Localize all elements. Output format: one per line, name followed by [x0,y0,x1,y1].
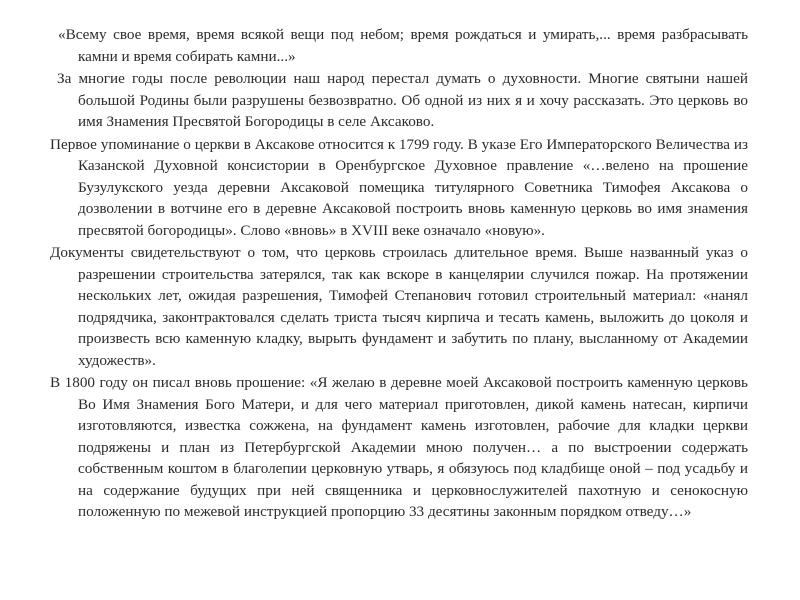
documents-paragraph: Документы свидетельствуют о том, что церковь строилась длительное время. Выше названный указ о разрешении строительства затерялся, так как вскоре в канцелярии случился пожар. На протяжении нескольких лет, ожидая разрешения, Тимофей Степанович готовил строительный материал: «нанял подрядчика, законтрактовался сделать триста тысяч кирпича и тесать камень, выложить до цоколя и произвесть всю каменную кладку, вырыть фундамент и забутить по плану, высланному от Академии художеств». [50,244,748,369]
first-mention-paragraph: Первое упоминание о церкви в Аксакове относится к 1799 году. В указе Его Императорского Величества из Казанской Духовной консистории в Оренбургское Духовное правление «…велено на прошение Бузулукского уезда деревни Аксаковой помещика титулярного Советника Тимофея Аксакова о дозволении в вотчине его в деревне Аксаковой построить вновь каменную церковь во имя знамения пресвятой богородицы». Слово «вновь» в XVIII веке означало «новую». [50,135,748,239]
epigraph-paragraph: «Всему свое время, время всякой вещи под небом; время рождаться и умирать,... время разбрасывать камни и время собирать камни...» [58,26,748,65]
petition-paragraph: В 1800 году он писал вновь прошение: «Я желаю в деревне моей Аксаковой построить каменную церковь Во Имя Знамения Бого Матери, и для чего материал приготовлен, дикой камень натесан, кирпичи изготовляются, известка сожжена, на фундамент камень изготовлен, рабочие для кладки церкви подряжены и план из Петербургской Академии мною получен… а по выстроении содержать собственным коштом в благолепии церковную утварь, я обязуюсь под кладбище оной – под усадьбу и на содержание будущих при ней священника и церковнослужителей пахотную и сенокосную положенную по межевой инструкцией пропорцию 33 десятины законным порядком отведу…» [50,374,748,520]
intro-paragraph: За многие годы после революции наш народ перестал думать о духовности. Многие святыни нашей большой Родины были разрушены безвозвратно. Об одной из них я и хочу рассказать. Это церковь во имя Знамения Пресвятой Богородицы в селе Аксаково. [57,70,748,130]
